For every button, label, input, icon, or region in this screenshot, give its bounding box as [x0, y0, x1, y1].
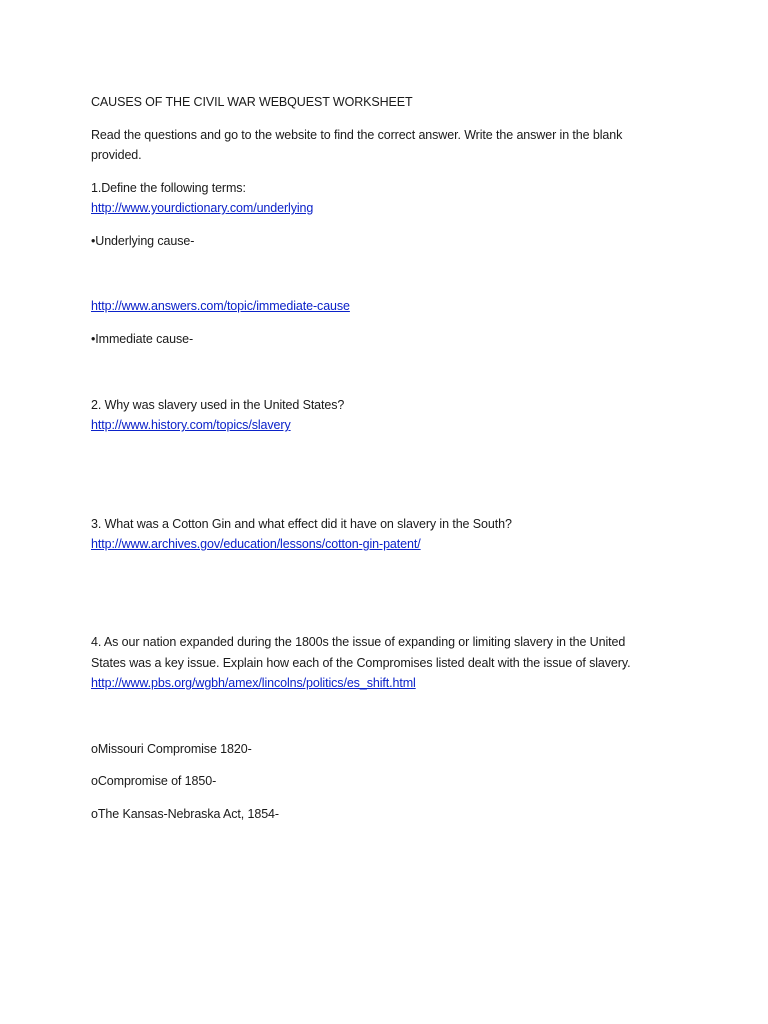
compromise-item-missouri: oMissouri Compromise 1820-	[91, 742, 252, 756]
question-3-link[interactable]: http://www.archives.gov/education/lessons/cotton-gin-patent/	[91, 537, 421, 551]
question-1-prompt: 1.Define the following terms:	[91, 181, 246, 195]
question-4-link[interactable]: http://www.pbs.org/wgbh/amex/lincolns/politics/es_shift.html	[91, 676, 416, 690]
compromise-item-1850: oCompromise of 1850-	[91, 774, 217, 788]
question-1-link-immediate[interactable]: http://www.answers.com/topic/immediate-cause	[91, 299, 350, 313]
question-1-link-underlying[interactable]: http://www.yourdictionary.com/underlying	[91, 201, 314, 215]
question-4-prompt-line-1: 4. As our nation expanded during the 1800s the issue of expanding or limiting slavery in the United	[91, 635, 626, 649]
term-immediate-cause: •Immediate cause-	[91, 332, 194, 346]
question-2-link[interactable]: http://www.history.com/topics/slavery	[91, 418, 291, 432]
term-underlying-cause: •Underlying cause-	[91, 234, 195, 248]
question-3-prompt: 3. What was a Cotton Gin and what effect did it have on slavery in the South?	[91, 517, 512, 531]
question-4-prompt-line-2: States was a key issue. Explain how each of the Compromises listed dealt with the issue of slavery.	[91, 656, 631, 670]
document-title: CAUSES OF THE CIVIL WAR WEBQUEST WORKSHEET	[91, 95, 413, 109]
question-2-prompt: 2. Why was slavery used in the United States?	[91, 398, 345, 412]
instructions-line-2: provided.	[91, 148, 142, 162]
instructions-line-1: Read the questions and go to the website to find the correct answer. Write the answer in the blank	[91, 128, 623, 142]
compromise-item-kansas-nebraska: oThe Kansas-Nebraska Act, 1854-	[91, 807, 279, 821]
